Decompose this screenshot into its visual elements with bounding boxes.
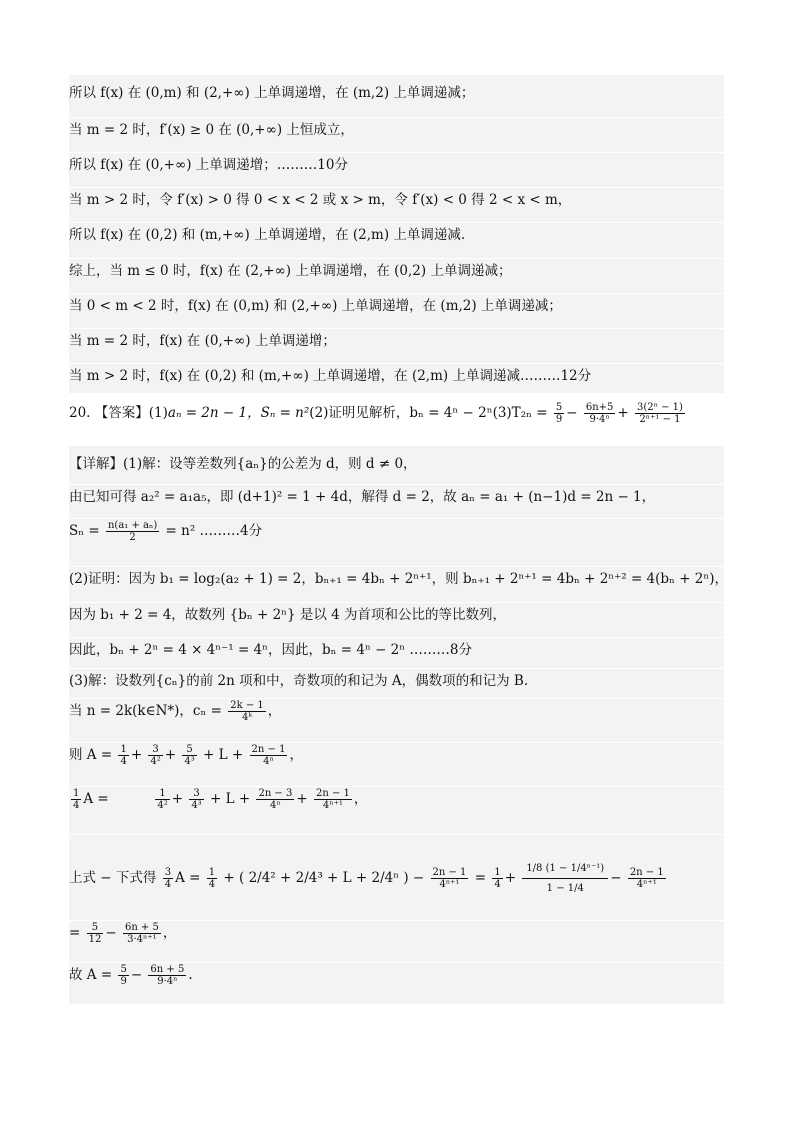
answer-prefix: 20. 【答案】(1) xyxy=(69,405,168,421)
text-line: 则 A = $\frac{1}{4}$ + $\frac{3}{\text{4²}}$ + $\frac{5}{\text{4³}}$ + L + $\frac{2n - 1}{\text{4ⁿ}}$ ， xyxy=(69,742,724,779)
answer-part2: (2)证明见解析，bₙ = 4ⁿ − 2ⁿ xyxy=(309,405,493,421)
text-line: 综上，当 m ≤ 0 时，f(x) 在 (2,+∞) 上单调递增，在 (0,2) 上单调递减； xyxy=(69,258,724,279)
text-line: (3)解：设数列{cₙ}的前 2n 项和中，奇数项的和记为 A，偶数项的和记为 B. xyxy=(69,668,724,689)
text-line: 因此，bₙ + 2ⁿ = 4 × 4ⁿ⁻¹ = 4ⁿ，因此，bₙ = 4ⁿ − 2ⁿ ………8分 xyxy=(69,637,724,658)
text-line: 所以 f(x) 在 (0,m) 和 (2,+∞) 上单调递增，在 (m,2) 上单调递减； xyxy=(69,85,475,101)
text-line: 故 A = $\frac{5}{9}$ − $\frac{6n + 5}{\text{9·4ⁿ}}$ . xyxy=(69,962,724,1001)
text-line: $\frac{1}{4}$ A = $\frac{1}{\text{4²}}$ + $\frac{3}{\text{4³}}$ + L + $\frac{2n - 3}{\text{4ⁿ}}$ + $\frac{2n - 1}{\text{4ⁿ⁺¹}}$ ， xyxy=(69,786,724,825)
fraction: $\frac{5}{9}$ xyxy=(555,402,563,425)
text-line: 当 0 < m < 2 时，f(x) 在 (0,m) 和 (2,+∞) 上单调递增，在 (m,2) 上单调递减； xyxy=(69,293,724,314)
text-line: 由已知可得 a₂² = a₁a₅，即 (d+1)² = 1 + 4d，解得 d = 2，故 aₙ = a₁ + (n−1)d = 2n − 1， xyxy=(69,484,724,505)
answer-20-line: 20. 【答案】(1)aₙ = 2n − 1，Sₙ = n²(2)证明见解析，bₙ = 4ⁿ − 2ⁿ(3)T₂ₙ = $\frac{5}{9}$ − $\frac{6n+5}{\text{9·4ⁿ}}$ + $\frac{\text{3(2ⁿ − 1)}}{\text{2ⁿ⁺¹ − 1}}$ xyxy=(69,402,683,425)
text-line: 【详解】(1)解：设等差数列{aₙ}的公差为 d，则 d ≠ 0， xyxy=(69,456,417,472)
text-line: 当 n = 2k(k∈N*)，cₙ = $\frac{2k - 1}{\text{4ᵏ}}$ ， xyxy=(69,698,724,733)
text-line: 当 m > 2 时，令 f′(x) > 0 得 0 < x < 2 或 x > m，令 f′(x) < 0 得 2 < x < m， xyxy=(69,187,724,208)
solution-19-block xyxy=(69,75,724,393)
fraction: $\frac{6n+5}{\text{9·4ⁿ}}$ xyxy=(585,402,614,425)
text-line: 当 m = 2 时，f(x) 在 (0,+∞) 上单调递增； xyxy=(69,328,724,349)
text-line: 当 m = 2 时，f′(x) ≥ 0 在 (0,+∞) 上恒成立， xyxy=(69,117,724,138)
detail-block xyxy=(69,446,728,1004)
text-line: 因为 b₁ + 2 = 4，故数列 {bₙ + 2ⁿ} 是以 4 为首项和公比的等比数列， xyxy=(69,602,724,623)
text-line: 上式 − 下式得 $\frac{3}{4}$ A = $\frac{1}{4}$ + ( 2/4² + 2/4³ + L + 2/4ⁿ ) − $\frac{2n - 1}{\text{4ⁿ⁺¹}}$ = $\frac{1}{4}$ + $\frac{\text{1/8 (1 − 1/4ⁿ⁻¹)}}{1 - 1/4}$ − $\frac{2n - 1}{\text{4ⁿ⁺¹}}$ xyxy=(69,834,724,907)
fraction: $\frac{\text{3(2ⁿ − 1)}}{\text{2ⁿ⁺¹ − 1}}$ xyxy=(636,402,683,425)
answer-part1: aₙ = 2n − 1，Sₙ = n² xyxy=(167,405,310,421)
text-line: 所以 f(x) 在 (0,2) 和 (m,+∞) 上单调递增，在 (2,m) 上单调递减. xyxy=(69,222,724,243)
text-line: 所以 f(x) 在 (0,+∞) 上单调递增；………10分 xyxy=(69,152,724,173)
text-line: (2)证明：因为 b₁ = log₂(a₂ + 1) = 2，bₙ₊₁ = 4bₙ + 2ⁿ⁺¹，则 bₙ₊₁ + 2ⁿ⁺¹ = 4bₙ + 2ⁿ⁺² = 4(bₙ + 2ⁿ)， xyxy=(69,566,724,587)
text-line: 当 m > 2 时，f(x) 在 (0,2) 和 (m,+∞) 上单调递增，在 (2,m) 上单调递减………12分 xyxy=(69,363,724,384)
answer-part3: (3)T₂ₙ = xyxy=(492,405,552,421)
text-line: = $\frac{5}{12}$ − $\frac{6n + 5}{\text{3·4ⁿ⁺¹}}$ ， xyxy=(69,920,724,957)
text-line: Sₙ = $\frac{\text{n(a₁ + aₙ)}}{2}$ = n² ………4分 xyxy=(69,518,724,553)
